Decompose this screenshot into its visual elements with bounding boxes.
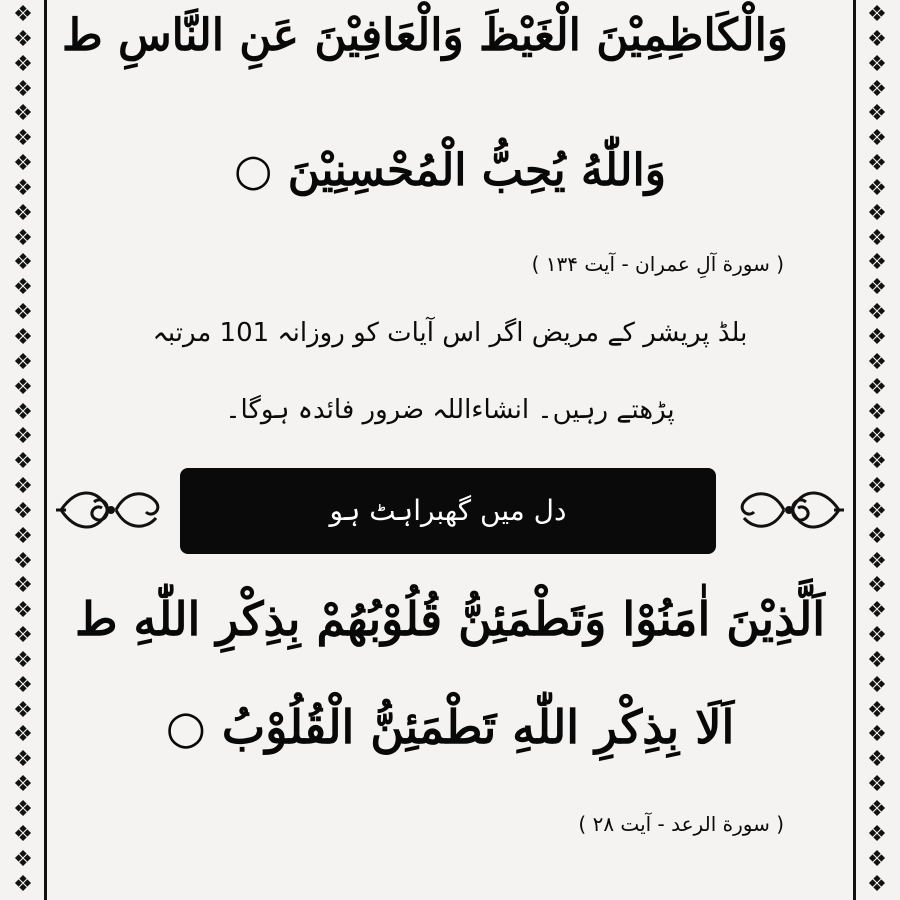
border-ornament-icon: ❖ — [867, 250, 887, 276]
note-line1: بلڈ پریشر کے مریض اگر اس آیات کو روزانہ 101 مرتبہ — [152, 318, 748, 348]
section-banner: دل میں گھبراہٹ ہو — [180, 468, 716, 554]
border-ornament-icon: ❖ — [867, 51, 887, 77]
verse1-line1: وَالْكَاظِمِيْنَ الْغَيْظَ وَالْعَافِيْنَ عَنِ النَّاسِ ط — [61, 10, 789, 61]
border-ornament-icon: ❖ — [13, 374, 33, 400]
verse2-line1: اَلَّذِيْنَ اٰمَنُوْا وَتَطْمَئِنُّ قُلُوْبُهُمْ بِذِكْرِ اللّٰهِ ط — [75, 592, 825, 646]
left-ornamental-border — [2, 0, 44, 900]
border-ornament-icon: ❖ — [13, 697, 33, 723]
border-ornament-icon: ❖ — [13, 623, 33, 649]
border-ornament-icon: ❖ — [13, 598, 33, 624]
border-ornament-icon: ❖ — [13, 324, 33, 350]
border-ornament-icon: ❖ — [13, 722, 33, 748]
border-ornament-icon: ❖ — [13, 821, 33, 847]
border-ornament-icon: ❖ — [867, 349, 887, 375]
border-ornament-icon: ❖ — [867, 598, 887, 624]
verse1-reference: ( سورة آلِ عمران - آیت ۱۳۴ ) — [531, 252, 784, 276]
border-ornament-icon: ❖ — [867, 300, 887, 326]
border-ornament-icon: ❖ — [13, 772, 33, 798]
verse1-line2: وَاللّٰهُ يُحِبُّ الْمُحْسِنِيْنَ ○ — [233, 145, 666, 196]
border-ornament-icon: ❖ — [13, 449, 33, 475]
border-ornament-icon: ❖ — [867, 623, 887, 649]
border-ornament-icon: ❖ — [13, 747, 33, 773]
border-ornament-icon: ❖ — [13, 424, 33, 450]
border-ornament-icon: ❖ — [13, 797, 33, 822]
border-ornament-icon: ❖ — [13, 76, 33, 102]
border-ornament-icon: ❖ — [13, 200, 33, 226]
left-border-rule — [44, 0, 47, 900]
border-ornament-icon: ❖ — [867, 151, 887, 177]
border-ornament-icon: ❖ — [13, 51, 33, 77]
border-ornament-icon: ❖ — [867, 225, 887, 251]
right-border-rule — [853, 0, 856, 900]
border-ornament-icon: ❖ — [867, 324, 887, 350]
border-ornament-icon: ❖ — [13, 300, 33, 326]
border-ornament-icon: ❖ — [867, 200, 887, 226]
border-ornament-icon: ❖ — [13, 647, 33, 673]
border-ornament-icon: ❖ — [13, 573, 33, 599]
border-ornament-icon: ❖ — [867, 424, 887, 450]
border-ornament-icon: ❖ — [867, 647, 887, 673]
border-ornament-icon: ❖ — [867, 871, 887, 897]
border-ornament-icon: ❖ — [13, 225, 33, 251]
note-line2: پڑھتے رہیں۔ انشاءاللہ ضرور فائدہ ہوگا۔ — [225, 395, 675, 425]
border-ornament-icon: ❖ — [867, 76, 887, 102]
border-ornament-icon: ❖ — [867, 449, 887, 475]
border-ornament-icon: ❖ — [867, 275, 887, 301]
border-ornament-icon: ❖ — [867, 126, 887, 152]
border-ornament-icon: ❖ — [867, 821, 887, 847]
border-ornament-icon: ❖ — [867, 548, 887, 574]
right-ornamental-border — [856, 0, 898, 900]
content-area — [56, 0, 844, 900]
border-ornament-icon: ❖ — [13, 101, 33, 127]
border-ornament-icon: ❖ — [13, 175, 33, 201]
verse2-line2: اَلَا بِذِكْرِ اللّٰهِ تَطْمَئِنُّ الْقُلُوْبُ ○ — [165, 700, 735, 754]
border-ornament-icon: ❖ — [13, 672, 33, 698]
border-ornament-icon: ❖ — [13, 151, 33, 177]
border-ornament-icon: ❖ — [867, 101, 887, 127]
border-ornament-icon: ❖ — [867, 697, 887, 723]
right-flourish-icon — [734, 478, 844, 542]
border-ornament-icon: ❖ — [867, 573, 887, 599]
border-ornament-icon: ❖ — [13, 846, 33, 872]
border-ornament-icon: ❖ — [867, 722, 887, 748]
border-ornament-icon: ❖ — [13, 2, 33, 27]
section-banner-row — [56, 468, 844, 554]
verse2-reference: ( سورة الرعد - آیت ۲۸ ) — [578, 812, 784, 836]
border-ornament-icon: ❖ — [13, 126, 33, 152]
border-ornament-icon: ❖ — [13, 26, 33, 52]
border-ornament-icon: ❖ — [867, 374, 887, 400]
border-ornament-icon: ❖ — [13, 474, 33, 500]
border-ornament-icon: ❖ — [13, 548, 33, 574]
border-ornament-icon: ❖ — [13, 498, 33, 524]
border-ornament-icon: ❖ — [13, 523, 33, 549]
border-ornament-icon: ❖ — [867, 399, 887, 425]
border-ornament-icon: ❖ — [13, 871, 33, 897]
border-ornament-icon: ❖ — [13, 250, 33, 276]
border-ornament-icon: ❖ — [867, 474, 887, 500]
border-ornament-icon: ❖ — [13, 399, 33, 425]
border-ornament-icon: ❖ — [867, 797, 887, 822]
border-ornament-icon: ❖ — [867, 846, 887, 872]
left-flourish-icon — [56, 478, 166, 542]
border-ornament-icon: ❖ — [867, 498, 887, 524]
border-ornament-icon: ❖ — [13, 275, 33, 301]
border-ornament-icon: ❖ — [13, 349, 33, 375]
border-ornament-icon: ❖ — [867, 175, 887, 201]
border-ornament-icon: ❖ — [867, 26, 887, 52]
border-ornament-icon: ❖ — [867, 747, 887, 773]
border-ornament-icon: ❖ — [867, 2, 887, 27]
border-ornament-icon: ❖ — [867, 523, 887, 549]
border-ornament-icon: ❖ — [867, 672, 887, 698]
border-ornament-icon: ❖ — [867, 772, 887, 798]
